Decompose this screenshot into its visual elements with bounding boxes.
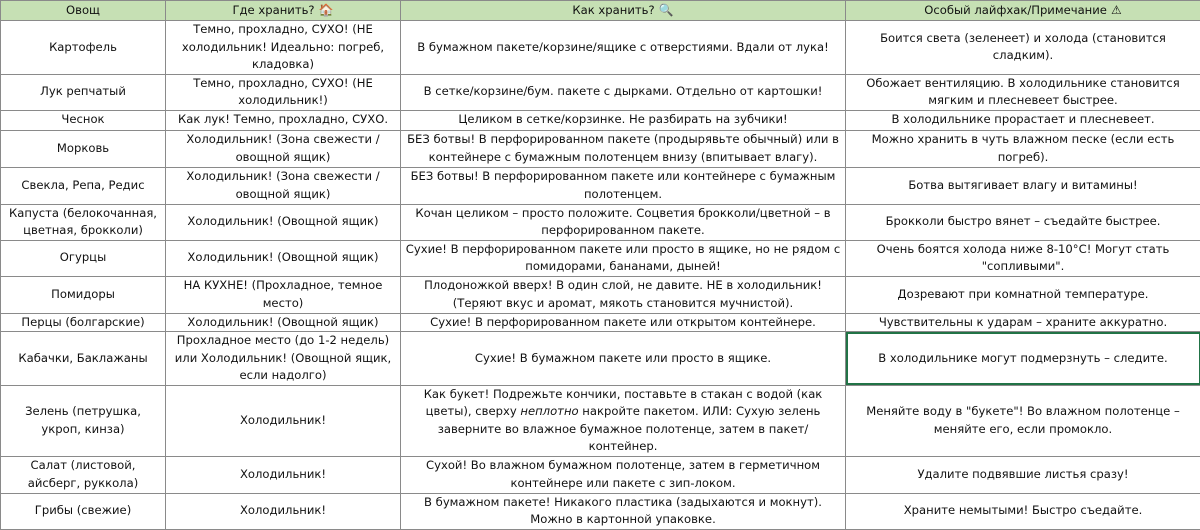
cell-vegetable[interactable]: Зелень (петрушка, укроп, кинза) xyxy=(1,385,166,456)
cell-how[interactable]: Кочан целиком – просто положите. Соцветия брокколи/цветной – в перфорированном пакете. xyxy=(401,204,846,240)
cell-note[interactable]: Чувствительны к ударам – храните аккуратно. xyxy=(846,313,1200,332)
house-icon: 🏠 xyxy=(319,2,334,20)
header-where[interactable] xyxy=(166,1,401,21)
cell-where[interactable]: Холодильник! xyxy=(166,385,401,456)
cell-note[interactable]: Удалите подвявшие листья сразу! xyxy=(846,456,1200,493)
cell-how[interactable]: Сухие! В бумажном пакете или просто в ящике. xyxy=(401,332,846,386)
cell-where[interactable]: Темно, прохладно, СУХО! (НЕ холодильник!) xyxy=(166,74,401,110)
header-label: Особый лайфхак/Примечание xyxy=(924,3,1107,17)
table-row xyxy=(1,74,1200,110)
cell-how[interactable]: Целиком в сетке/корзинке. Не разбирать на зубчики! xyxy=(401,110,846,130)
cell-vegetable[interactable]: Капуста (белокочанная, цветная, брокколи) xyxy=(1,204,166,240)
cell-how[interactable]: В бумажном пакете/корзине/ящике с отверстиями. Вдали от лука! xyxy=(401,21,846,75)
cell-note[interactable]: Храните немытыми! Быстро съедайте. xyxy=(846,493,1200,529)
cell-where[interactable]: Холодильник! (Овощной ящик) xyxy=(166,240,401,276)
magnifier-icon: 🔍 xyxy=(659,2,674,20)
cell-how[interactable]: Сухие! В перфорированном пакете или открытом контейнере. xyxy=(401,313,846,332)
cell-how[interactable]: БЕЗ ботвы! В перфорированном пакете или контейнере с бумажным полотенцем. xyxy=(401,167,846,204)
cell-where[interactable]: Холодильник! xyxy=(166,456,401,493)
cell-note[interactable]: Брокколи быстро вянет – съедайте быстрее. xyxy=(846,204,1200,240)
cell-note[interactable]: Можно хранить в чуть влажном песке (если есть погреб). xyxy=(846,130,1200,167)
cell-note[interactable]: В холодильнике прорастает и плесневеет. xyxy=(846,110,1200,130)
cell-how[interactable]: Плодоножкой вверх! В один слой, не давите. НЕ в холодильник! (Теряют вкус и аромат, мякоть становится мучнистой). xyxy=(401,276,846,313)
cell-vegetable[interactable]: Перцы (болгарские) xyxy=(1,313,166,332)
cell-where[interactable]: Как лук! Темно, прохладно, СУХО. xyxy=(166,110,401,130)
cell-note[interactable]: Ботва вытягивает влагу и витамины! xyxy=(846,167,1200,204)
cell-note[interactable]: Меняйте воду в "букете"! Во влажном полотенце – меняйте его, если промокло. xyxy=(846,385,1200,456)
cell-where[interactable]: Прохладное место (до 1-2 недель) или Холодильник! (Овощной ящик, если надолго) xyxy=(166,332,401,386)
cell-how[interactable]: Сухой! Во влажном бумажном полотенце, затем в герметичном контейнере или пакете с зип-локом. xyxy=(401,456,846,493)
header-row xyxy=(1,1,1200,21)
cell-how[interactable] xyxy=(401,385,846,456)
cell-text: Как букет! Подрежьте кончики, поставьте в стакан с водой (как цветы), сверху xyxy=(424,387,823,419)
cell-where[interactable]: Темно, прохладно, СУХО! (НЕ холодильник! Идеально: погреб, кладовка) xyxy=(166,21,401,75)
header-note[interactable] xyxy=(846,1,1200,21)
cell-how[interactable]: Сухие! В перфорированном пакете или просто в ящике, но не рядом с помидорами, бананами, дыней! xyxy=(401,240,846,276)
header-label: Как хранить? xyxy=(572,3,654,17)
cell-vegetable[interactable]: Огурцы xyxy=(1,240,166,276)
table-row xyxy=(1,240,1200,276)
header-label: Где хранить? xyxy=(232,3,314,17)
cell-text: накройте пакетом. ИЛИ: Сухую зелень заверните во влажное бумажное полотенце, затем в пакет/контейнер. xyxy=(438,404,821,453)
cell-vegetable[interactable]: Помидоры xyxy=(1,276,166,313)
cell-note[interactable]: В холодильнике могут подмерзнуть – следите. xyxy=(846,332,1200,386)
table-row xyxy=(1,110,1200,130)
cell-note[interactable]: Очень боятся холода ниже 8-10°C! Могут стать "сопливыми". xyxy=(846,240,1200,276)
cell-text: неплотно xyxy=(520,404,578,418)
header-how[interactable] xyxy=(401,1,846,21)
header-vegetable[interactable] xyxy=(1,1,166,21)
cell-where[interactable]: Холодильник! xyxy=(166,493,401,529)
cell-where[interactable]: Холодильник! (Зона свежести / овощной ящик) xyxy=(166,167,401,204)
table-row xyxy=(1,204,1200,240)
cell-where[interactable]: НА КУХНЕ! (Прохладное, темное место) xyxy=(166,276,401,313)
cell-note[interactable]: Обожает вентиляцию. В холодильнике становится мягким и плесневеет быстрее. xyxy=(846,74,1200,110)
table-row xyxy=(1,493,1200,529)
cell-vegetable[interactable]: Морковь xyxy=(1,130,166,167)
cell-note[interactable]: Дозревают при комнатной температуре. xyxy=(846,276,1200,313)
header-label: Овощ xyxy=(66,3,100,17)
cell-vegetable[interactable]: Свекла, Репа, Редис xyxy=(1,167,166,204)
cell-how[interactable]: В сетке/корзине/бум. пакете с дырками. Отдельно от картошки! xyxy=(401,74,846,110)
cell-how[interactable]: В бумажном пакете! Никакого пластика (задыхаются и мокнут). Можно в картонной упаковке. xyxy=(401,493,846,529)
warning-icon: ⚠ xyxy=(1111,2,1122,20)
table-row xyxy=(1,385,1200,456)
cell-how[interactable]: БЕЗ ботвы! В перфорированном пакете (продырявьте обычный) или в контейнере с бумажным полотенцем внизу (впитывает влагу). xyxy=(401,130,846,167)
table-row xyxy=(1,332,1200,386)
cell-vegetable[interactable]: Салат (листовой, айсберг, руккола) xyxy=(1,456,166,493)
cell-vegetable[interactable]: Лук репчатый xyxy=(1,74,166,110)
table-row xyxy=(1,167,1200,204)
cell-where[interactable]: Холодильник! (Зона свежести / овощной ящик) xyxy=(166,130,401,167)
cell-vegetable[interactable]: Грибы (свежие) xyxy=(1,493,166,529)
cell-note[interactable]: Боится света (зеленеет) и холода (становится сладким). xyxy=(846,21,1200,75)
table-row xyxy=(1,313,1200,332)
cell-where[interactable]: Холодильник! (Овощной ящик) xyxy=(166,204,401,240)
table-row xyxy=(1,21,1200,75)
cell-vegetable[interactable]: Кабачки, Баклажаны xyxy=(1,332,166,386)
cell-where[interactable]: Холодильник! (Овощной ящик) xyxy=(166,313,401,332)
table-row xyxy=(1,456,1200,493)
cell-vegetable[interactable]: Чеснок xyxy=(1,110,166,130)
cell-vegetable[interactable]: Картофель xyxy=(1,21,166,75)
table-row xyxy=(1,130,1200,167)
table-row xyxy=(1,276,1200,313)
